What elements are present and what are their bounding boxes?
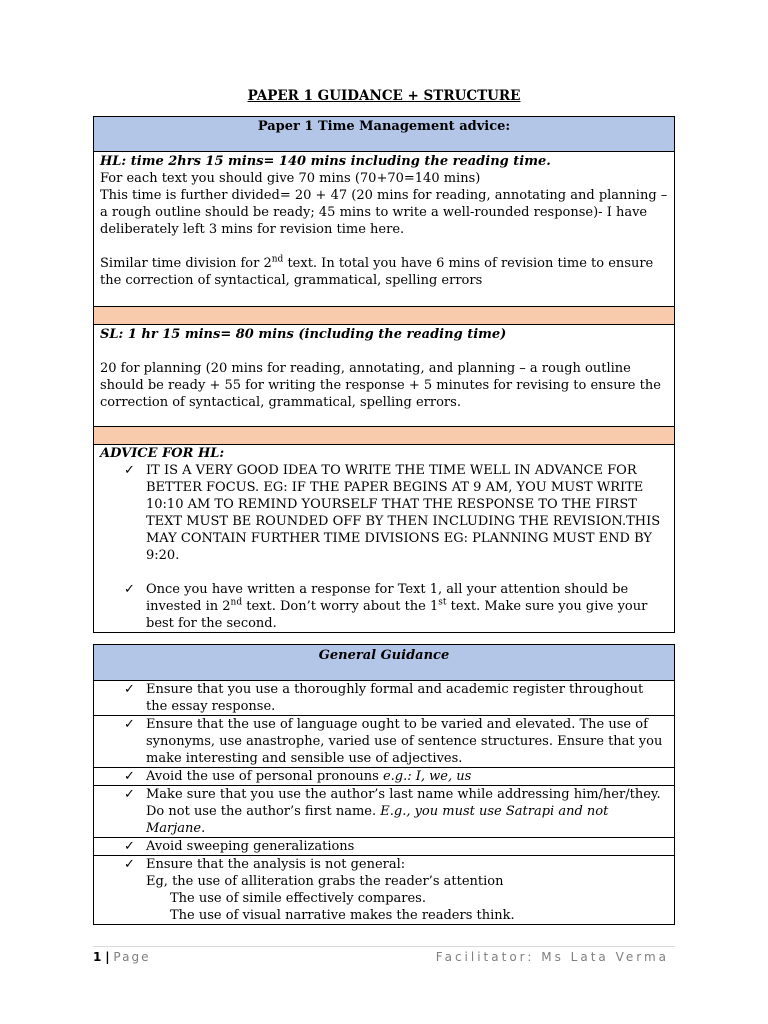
advice-item: ✓ IT IS A VERY GOOD IDEA TO WRITE THE TIME WELL IN ADVANCE FOR BETTER FOCUS. EG: IF THE PAPER BEGINS AT 9 AM, YOU MUST WRITE 10:10 AM TO REMIND YOURSELF THAT THE RESPONSE TO THE FIRST TEXT MUST BE ROUNDED OFF BY THEN INCLUDING THE REVISION.THIS MAY CONTAIN FURTHER TIME DIVISIONS EG: PLANNING MUST END BY 9:20. [124, 463, 661, 563]
checkmark-icon: ✓ [124, 582, 135, 597]
hl-line-1: For each text you should give 70 mins (70+70=140 mins) [100, 171, 481, 186]
general-guidance-table [93, 644, 675, 925]
page-separator: | [105, 950, 110, 964]
guidance-example: The use of simile effectively compares. [170, 891, 426, 906]
guidance-row: ✓ Make sure that you use the author’s last name while addressing him/her/they. Do not use the author’s first name. E.g., you must use Satrapi and not Marjane. [94, 786, 675, 838]
checkmark-icon: ✓ [124, 717, 135, 732]
time-management-table [93, 116, 675, 633]
sl-heading: SL: 1 hr 15 mins= 80 mins (including the reading time) [100, 327, 507, 342]
guidance-row: ✓ Ensure that you use a thoroughly formal and academic register throughout the essay response. [94, 681, 675, 716]
guidance-row: ✓ Ensure that the analysis is not general: Eg, the use of alliteration grabs the reader’s attention The use of simile effectively compares. The use of visual narrative makes the readers think. [94, 856, 675, 925]
page-label: Page [113, 950, 151, 964]
general-guidance-header: General Guidance [94, 645, 675, 681]
section-divider [94, 427, 675, 445]
checkmark-icon: ✓ [124, 787, 135, 802]
checkmark-icon: ✓ [124, 682, 135, 697]
checkmark-icon: ✓ [124, 839, 135, 854]
guidance-row: ✓ Ensure that the use of language ought to be varied and elevated. The use of synonyms, use anastrophe, varied use of sentence structures. Ensure that you make interesting and sensible use of adjectives. [94, 716, 675, 768]
advice-item: ✓ Once you have written a response for Text 1, all your attention should be invested in 2nd text. Don’t worry about the 1st text. Make sure you give your best for the second. [124, 582, 648, 631]
guidance-row: ✓ Avoid the use of personal pronouns e.g.: I, we, us [94, 768, 675, 786]
page-indicator [93, 949, 150, 966]
guidance-example: Eg, the use of alliteration grabs the reader’s attention [146, 874, 504, 889]
hl-line-3: Similar time division for 2nd text. In total you have 6 mins of revision time to ensure the correction of syntactical, grammatical, spelling errors [100, 254, 654, 288]
advice-cell [94, 445, 675, 633]
hl-time-cell [94, 152, 675, 307]
checkmark-icon: ✓ [124, 769, 135, 784]
facilitator-credit: Facilitator: Ms Lata Verma [435, 950, 669, 964]
checkmark-icon: ✓ [124, 463, 135, 478]
guidance-example: The use of visual narrative makes the readers think. [170, 908, 515, 923]
footer-divider [93, 946, 675, 947]
advice-heading: ADVICE FOR HL: [100, 446, 225, 461]
hl-line-2: This time is further divided= 20 + 47 (20 mins for reading, annotating and planning – a rough outline should be ready; 45 mins to write a well-rounded response)- I have deliberately left 3 mins for revision time here. [100, 188, 668, 237]
page-number: 1 [93, 950, 102, 964]
sl-body: 20 for planning (20 mins for reading, annotating, and planning – a rough outline should be ready + 55 for writing the response + 5 minutes for revising to ensure the correction of syntactical, grammatical, spelling errors. [100, 361, 661, 410]
section-divider [94, 307, 675, 325]
hl-heading: HL: time 2hrs 15 mins= 140 mins including the reading time. [100, 154, 551, 169]
time-management-header: Paper 1 Time Management advice: [94, 117, 675, 152]
document-title: PAPER 1 GUIDANCE + STRUCTURE [247, 88, 521, 104]
guidance-row: ✓ Avoid sweeping generalizations [94, 838, 675, 856]
sl-time-cell [94, 325, 675, 427]
checkmark-icon: ✓ [124, 857, 135, 872]
